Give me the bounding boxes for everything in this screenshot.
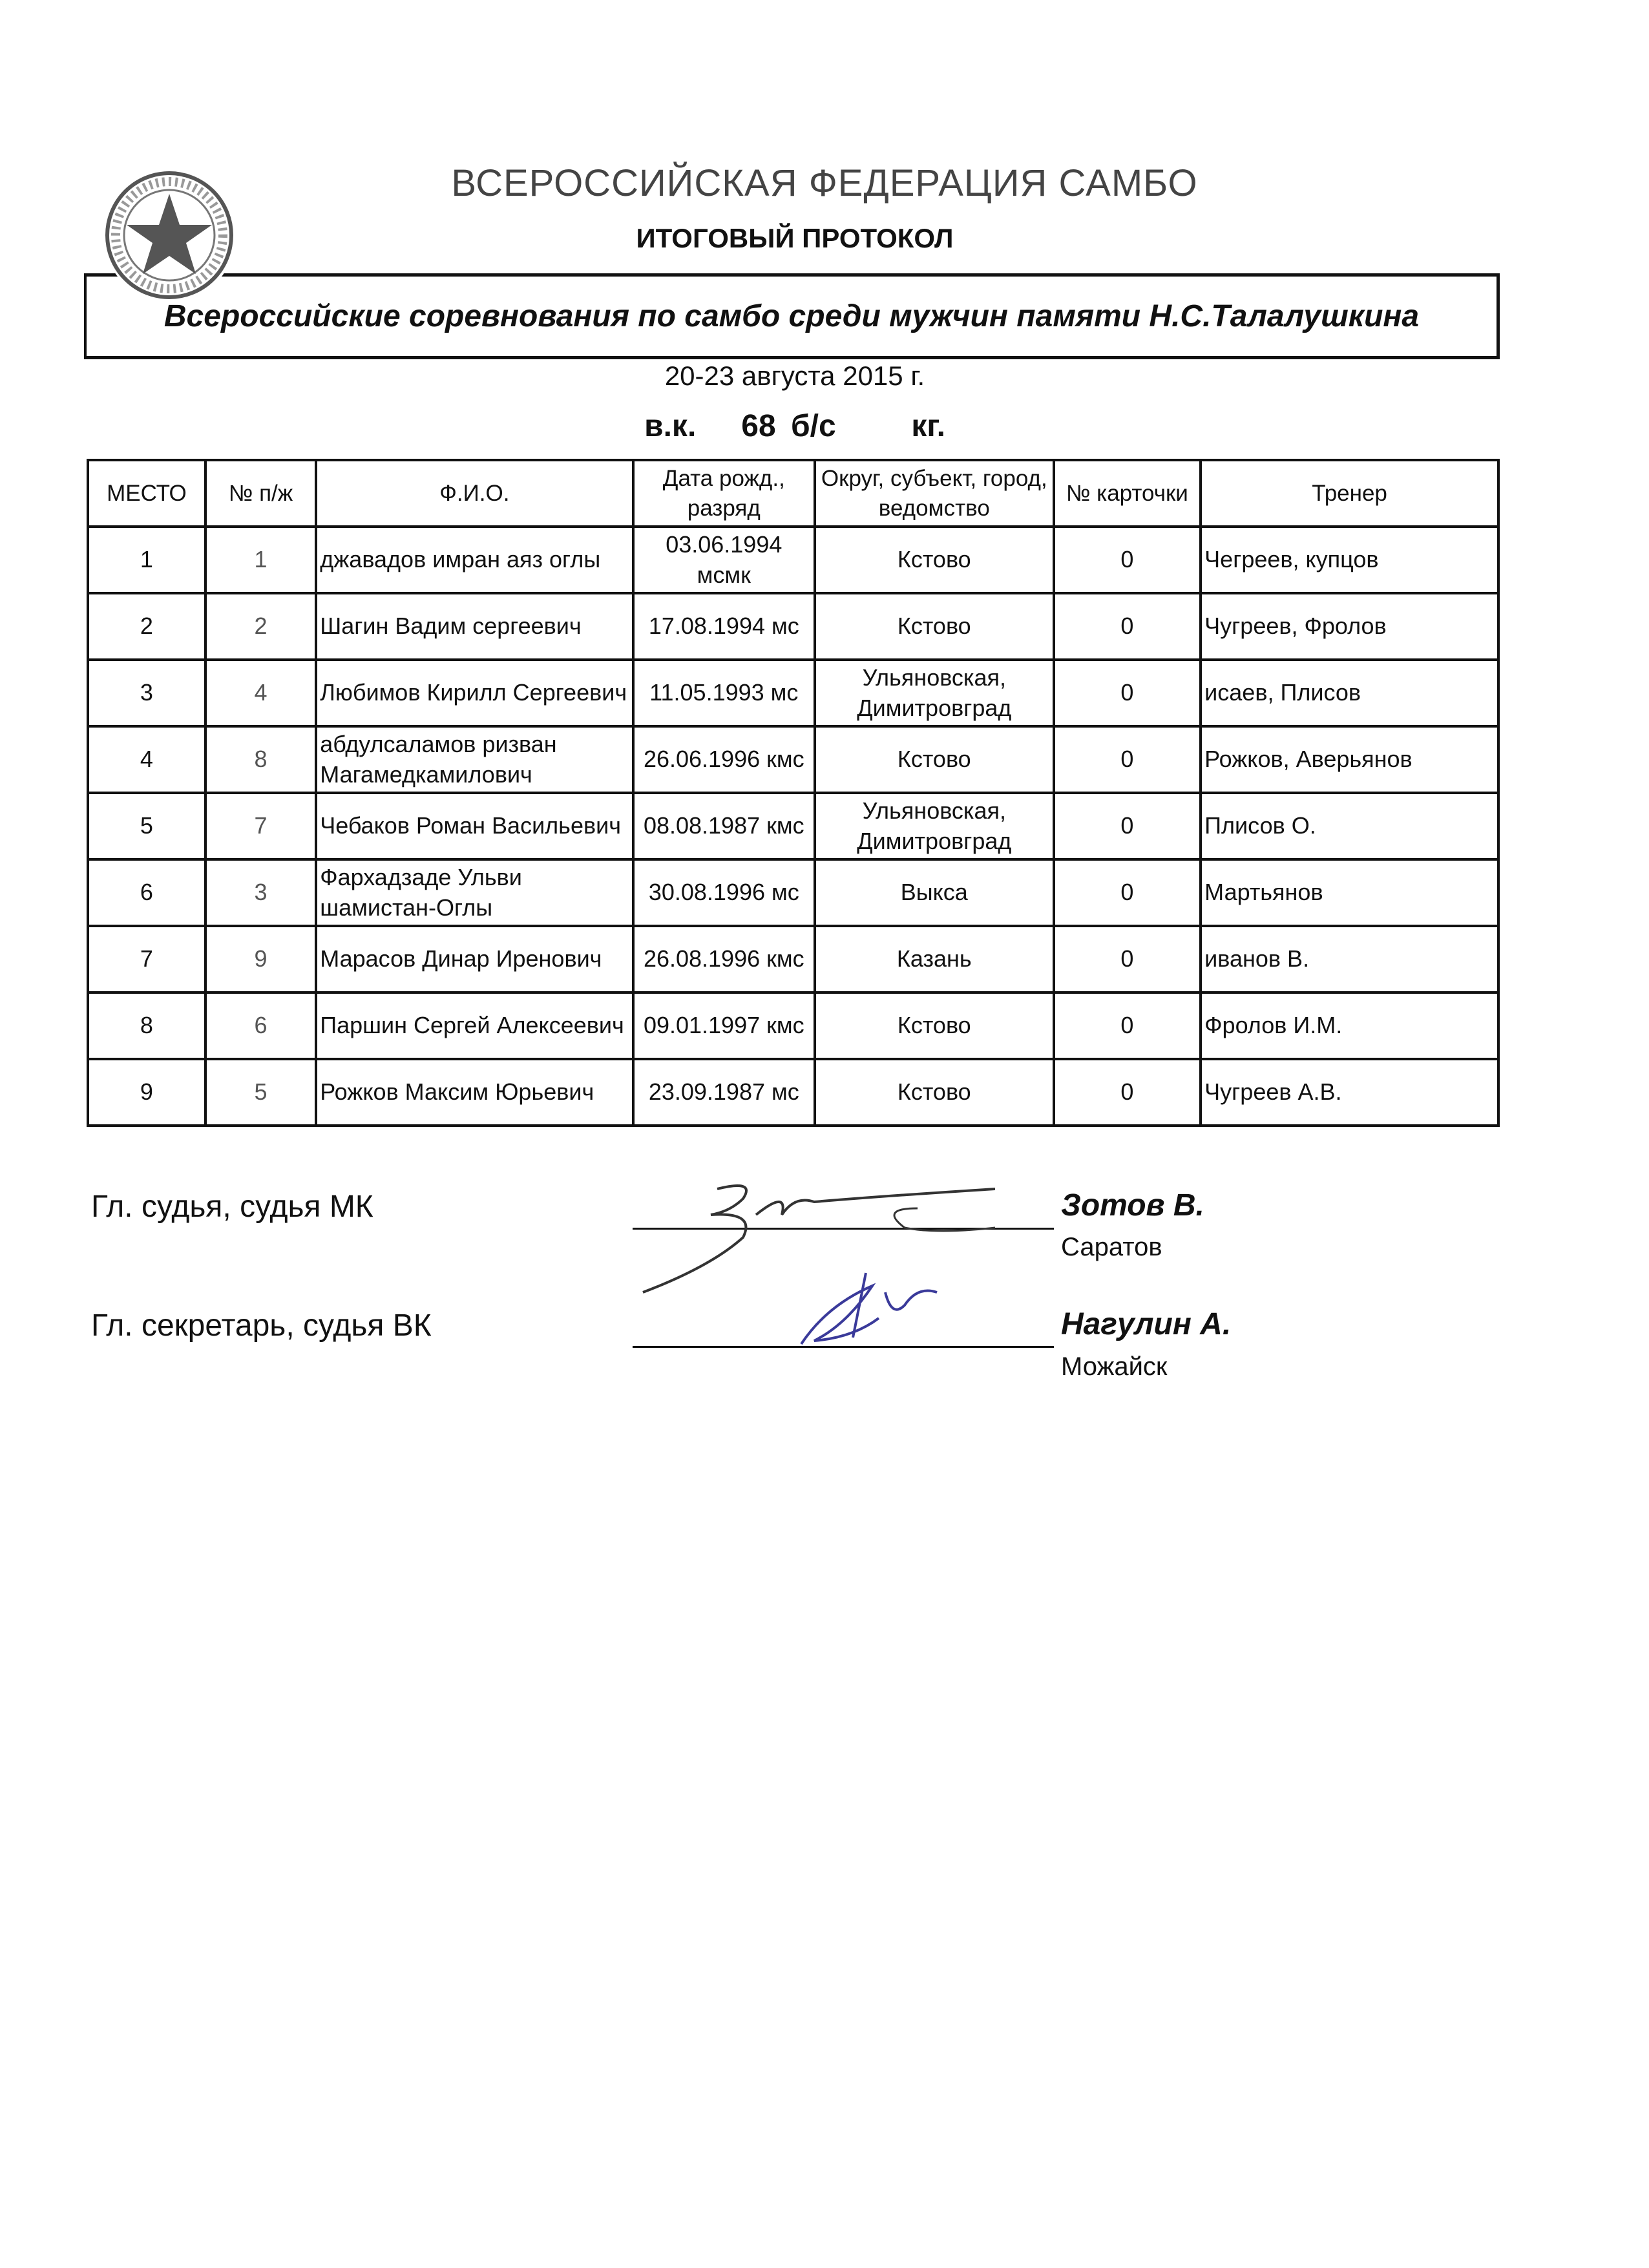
cell-place: 7 [88,926,205,992]
cell-place: 9 [88,1059,205,1126]
weight-class: в.к. 68 б/с кг. [644,409,945,443]
results-table [87,459,1500,1127]
cell-draw-number: 4 [205,660,316,726]
cell-athlete-name: Шагин Вадим сергеевич [316,593,633,660]
cell-draw-number: 8 [205,726,316,793]
table-row [88,593,1498,660]
cell-coach: Чугреев А.В. [1201,1059,1498,1126]
cell-place: 2 [88,593,205,660]
cell-coach: Чугреев, Фролов [1201,593,1498,660]
cell-draw-number: 1 [205,527,316,593]
cell-draw-number: 2 [205,593,316,660]
cell-place: 1 [88,527,205,593]
cell-card-number: 0 [1054,793,1201,859]
cell-place: 3 [88,660,205,726]
cell-birthdate-rank: 26.06.1996 кмс [633,726,815,793]
col-coach: Тренер [1201,460,1498,527]
chief-secretary-role: Гл. секретарь, судья ВК [91,1308,432,1343]
table-row [88,992,1498,1059]
organization-name: ВСЕРОССИЙСКАЯ ФЕДЕРАЦИЯ САМБО [451,162,1198,204]
cell-place: 4 [88,726,205,793]
cell-coach: иванов В. [1201,926,1498,992]
competition-dates: 20-23 августа 2015 г. [664,361,925,391]
chief-judge-role: Гл. судья, судья МК [91,1190,373,1224]
cell-draw-number: 3 [205,859,316,926]
col-birthdate-rank: Дата рожд., разряд [633,460,815,527]
cell-card-number: 0 [1054,859,1201,926]
cell-athlete-name: джавадов имран аяз оглы [316,527,633,593]
table-row [88,726,1498,793]
col-name: Ф.И.О. [316,460,633,527]
cell-region: Казань [815,926,1053,992]
cell-card-number: 0 [1054,1059,1201,1126]
cell-place: 6 [88,859,205,926]
chief-secretary-signature [788,1266,956,1350]
document-type: ИТОГОВЫЙ ПРОТОКОЛ [636,223,954,253]
competition-title: Всероссийские соревнования по самбо среди мужчин памяти Н.С.Талалушкина [163,299,1420,333]
cell-draw-number: 5 [205,1059,316,1126]
cell-card-number: 0 [1054,593,1201,660]
col-draw-number: № п/ж [205,460,316,527]
cell-athlete-name: Рожков Максим Юрьевич [316,1059,633,1126]
cell-region: Кстово [815,593,1053,660]
cell-birthdate-rank: 26.08.1996 кмс [633,926,815,992]
cell-region: Кстово [815,992,1053,1059]
cell-birthdate-rank: 30.08.1996 мс [633,859,815,926]
table-row [88,793,1498,859]
cell-card-number: 0 [1054,992,1201,1059]
cell-birthdate-rank: 03.06.1994 мсмк [633,527,815,593]
cell-region: Выкса [815,859,1053,926]
table-row [88,660,1498,726]
cell-draw-number: 7 [205,793,316,859]
cell-birthdate-rank: 08.08.1987 кмс [633,793,815,859]
cell-athlete-name: Паршин Сергей Алексеевич [316,992,633,1059]
cell-region: Ульяновская, Димитровград [815,660,1053,726]
cell-card-number: 0 [1054,660,1201,726]
table-row [88,859,1498,926]
cell-birthdate-rank: 11.05.1993 мс [633,660,815,726]
chief-judge-name: Зотов В. [1061,1188,1204,1223]
chief-secretary-city: Можайск [1061,1352,1168,1381]
cell-card-number: 0 [1054,527,1201,593]
cell-birthdate-rank: 23.09.1987 мс [633,1059,815,1126]
cell-place: 5 [88,793,205,859]
col-card-number: № карточки [1054,460,1201,527]
table-header-row [88,460,1498,527]
table-row [88,527,1498,593]
cell-coach: Мартьянов [1201,859,1498,926]
cell-region: Ульяновская, Димитровград [815,793,1053,859]
cell-athlete-name: Чебаков Роман Васильевич [316,793,633,859]
cell-birthdate-rank: 17.08.1994 мс [633,593,815,660]
cell-draw-number: 9 [205,926,316,992]
chief-secretary-name: Нагулин А. [1061,1307,1232,1341]
competition-title-box [84,273,1500,359]
cell-coach: Чегреев, купцов [1201,527,1498,593]
table-row [88,926,1498,992]
cell-card-number: 0 [1054,926,1201,992]
cell-athlete-name: Фархадзаде Ульви шамистан-Оглы [316,859,633,926]
cell-coach: Рожков, Аверьянов [1201,726,1498,793]
cell-coach: Фролов И.М. [1201,992,1498,1059]
cell-athlete-name: Любимов Кирилл Сергеевич [316,660,633,726]
cell-region: Кстово [815,726,1053,793]
sambo-logo [103,169,236,302]
chief-judge-city: Саратов [1061,1233,1162,1261]
cell-birthdate-rank: 09.01.1997 кмс [633,992,815,1059]
cell-athlete-name: Марасов Динар Иренович [316,926,633,992]
cell-athlete-name: абдулсаламов ризван Магамедкамилович [316,726,633,793]
table-row [88,1059,1498,1126]
cell-region: Кстово [815,1059,1053,1126]
cell-coach: Плисов О. [1201,793,1498,859]
cell-draw-number: 6 [205,992,316,1059]
col-region: Округ, субъект, город, ведомство [815,460,1053,527]
cell-card-number: 0 [1054,726,1201,793]
cell-region: Кстово [815,527,1053,593]
cell-coach: исаев, Плисов [1201,660,1498,726]
cell-place: 8 [88,992,205,1059]
col-place: МЕСТО [88,460,205,527]
